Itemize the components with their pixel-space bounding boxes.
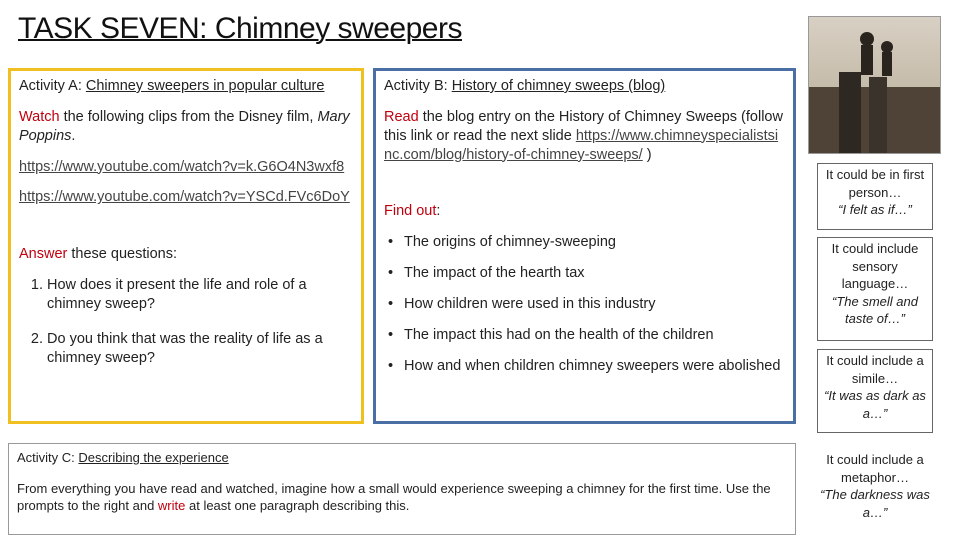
prompt-4-example: “The darkness was a…” (820, 487, 930, 520)
find-item-3: • How children were used in this industry (404, 295, 785, 314)
find-keyword: Find out (384, 203, 437, 220)
watch-text: the following clips from the Disney film, (59, 108, 318, 125)
find-out-heading (384, 202, 785, 221)
prompt-4-line: It could include a metaphor… (826, 452, 924, 485)
prompt-2-example: “The smell and taste of…” (832, 293, 918, 327)
answer-keyword: Answer (19, 246, 68, 263)
prompt-simile (817, 349, 933, 433)
answer-instruction (19, 245, 353, 264)
blog-link[interactable]: https://www.chimneyspecialistsinc.com/blog/history-of-chimney-sweeps/ (384, 127, 779, 163)
page-title: TASK SEVEN: Chimney sweepers (18, 12, 462, 45)
activity-b-box (373, 68, 796, 424)
find-item-5: • How and when children chimney sweepers were abolished (404, 357, 785, 376)
activity-c-text-2: at least one paragraph describing this. (185, 497, 410, 513)
find-item-2: • The impact of the hearth tax (404, 264, 785, 283)
find-item-4: • The impact this had on the health of the children (404, 326, 785, 345)
read-keyword: Read (384, 108, 419, 125)
youtube-link-1[interactable]: https://www.youtube.com/watch?v=k.G6O4N3wxf8 (19, 158, 345, 175)
activity-c-prefix: Activity C: (17, 450, 79, 465)
find-colon: : (436, 203, 441, 220)
prompt-first-person (817, 163, 933, 230)
answer-text: these questions: (67, 246, 177, 263)
prompt-3-example: “It was as dark as a…” (824, 388, 926, 421)
activity-c-text (17, 481, 787, 515)
read-text: the blog entry on the History of Chimney Sweeps (follow this link or read the next slide (384, 108, 783, 144)
activity-a-box (8, 68, 364, 424)
activity-b-heading (384, 77, 785, 96)
prompt-3-line: It could include a simile… (826, 353, 924, 386)
write-keyword: write (157, 497, 186, 513)
watch-end: . (71, 127, 76, 144)
activity-a-heading (19, 77, 353, 96)
read-instruction (384, 108, 785, 165)
youtube-link-2[interactable]: https://www.youtube.com/watch?v=YSCd.FVc6DoY (19, 189, 350, 206)
watch-keyword: Watch (19, 108, 60, 125)
activity-a-title: Chimney sweepers in popular culture (85, 78, 325, 94)
photo-illustration (809, 17, 940, 153)
question-2: 2. Do you think that was the reality of life as a chimney sweep? (47, 330, 353, 368)
activity-c-title: Describing the experience (78, 450, 229, 465)
prompt-sensory (817, 237, 933, 341)
chimney-sweep-photo (808, 16, 941, 154)
film-title: Mary Poppins (19, 108, 350, 144)
prompt-2-line: It could include sensory language… (831, 241, 919, 292)
read-end: ) (642, 146, 652, 163)
question-list (19, 276, 353, 367)
activity-a-prefix: Activity A: (19, 78, 86, 94)
prompt-metaphor (817, 449, 933, 533)
find-item-1: • The origins of chimney-sweeping (404, 233, 785, 252)
question-1: 1. How does it present the life and role of a chimney sweep? (47, 276, 353, 314)
find-out-list (384, 233, 785, 375)
activity-c-text-1: From everything you have read and watched, imagine how a small would experience sweeping a chimney for the first time. Use the prompts to the right and (17, 480, 771, 513)
activity-b-prefix: Activity B: (384, 78, 452, 94)
watch-instruction (19, 108, 353, 146)
prompt-1-example: “I felt as if…” (838, 202, 912, 218)
activity-c-heading (17, 450, 787, 467)
activity-b-title: History of chimney sweeps (blog) (451, 78, 666, 94)
activity-c-box (8, 443, 796, 535)
prompt-1-line: It could be in first person… (825, 167, 925, 200)
